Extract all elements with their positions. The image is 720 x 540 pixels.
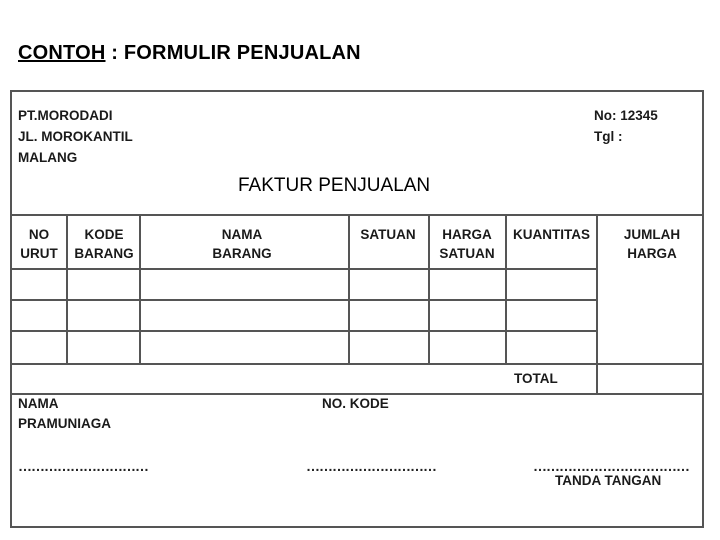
signature-label: TANDA TANGAN [555, 473, 662, 488]
title-rest: : FORMULIR PENJUALAN [105, 42, 361, 64]
salesperson-label-line2: PRAMUNIAGA [18, 416, 111, 431]
header-nama-barang: NAMA BARANG [212, 227, 272, 261]
table-row-divider [10, 299, 598, 301]
table-bottom-border [10, 393, 704, 395]
table-col-divider [505, 214, 507, 364]
header-jumlah-harga: JUMLAH HARGA [623, 227, 681, 261]
total-label: TOTAL [514, 371, 558, 386]
company-name: PT.MORODADI [18, 108, 113, 123]
company-city: MALANG [18, 150, 78, 165]
salesperson-label-line1: NAMA [18, 396, 59, 411]
salesperson-signature-line: ………………………… [18, 458, 148, 474]
table-row-divider [10, 268, 598, 270]
table-top-border [10, 214, 704, 216]
table-col-divider [139, 214, 141, 364]
table-col-divider [428, 214, 430, 364]
header-harga-satuan: HARGA SATUAN [439, 227, 495, 261]
header-kuantitas: KUANTITAS [513, 227, 590, 242]
header-no-urut: NO URUT [20, 227, 58, 261]
table-col-divider [596, 214, 598, 395]
header-satuan: SATUAN [360, 227, 416, 242]
code-signature-line: ………………………… [306, 458, 436, 474]
table-col-divider [66, 214, 68, 364]
invoice-heading: FAKTUR PENJUALAN [238, 175, 431, 196]
page-title [18, 42, 361, 65]
table-row-divider [10, 363, 704, 365]
title-prefix: CONTOH [18, 42, 106, 64]
table-row-divider [10, 330, 598, 332]
header-kode-barang: KODE BARANG [74, 227, 134, 261]
company-street: JL. MOROKANTIL [18, 129, 133, 144]
invoice-date: Tgl : [594, 129, 623, 144]
code-label: NO. KODE [322, 396, 389, 411]
invoice-number: No: 12345 [594, 108, 658, 123]
signature-line: ……………………………… [533, 458, 689, 474]
table-col-divider [348, 214, 350, 364]
